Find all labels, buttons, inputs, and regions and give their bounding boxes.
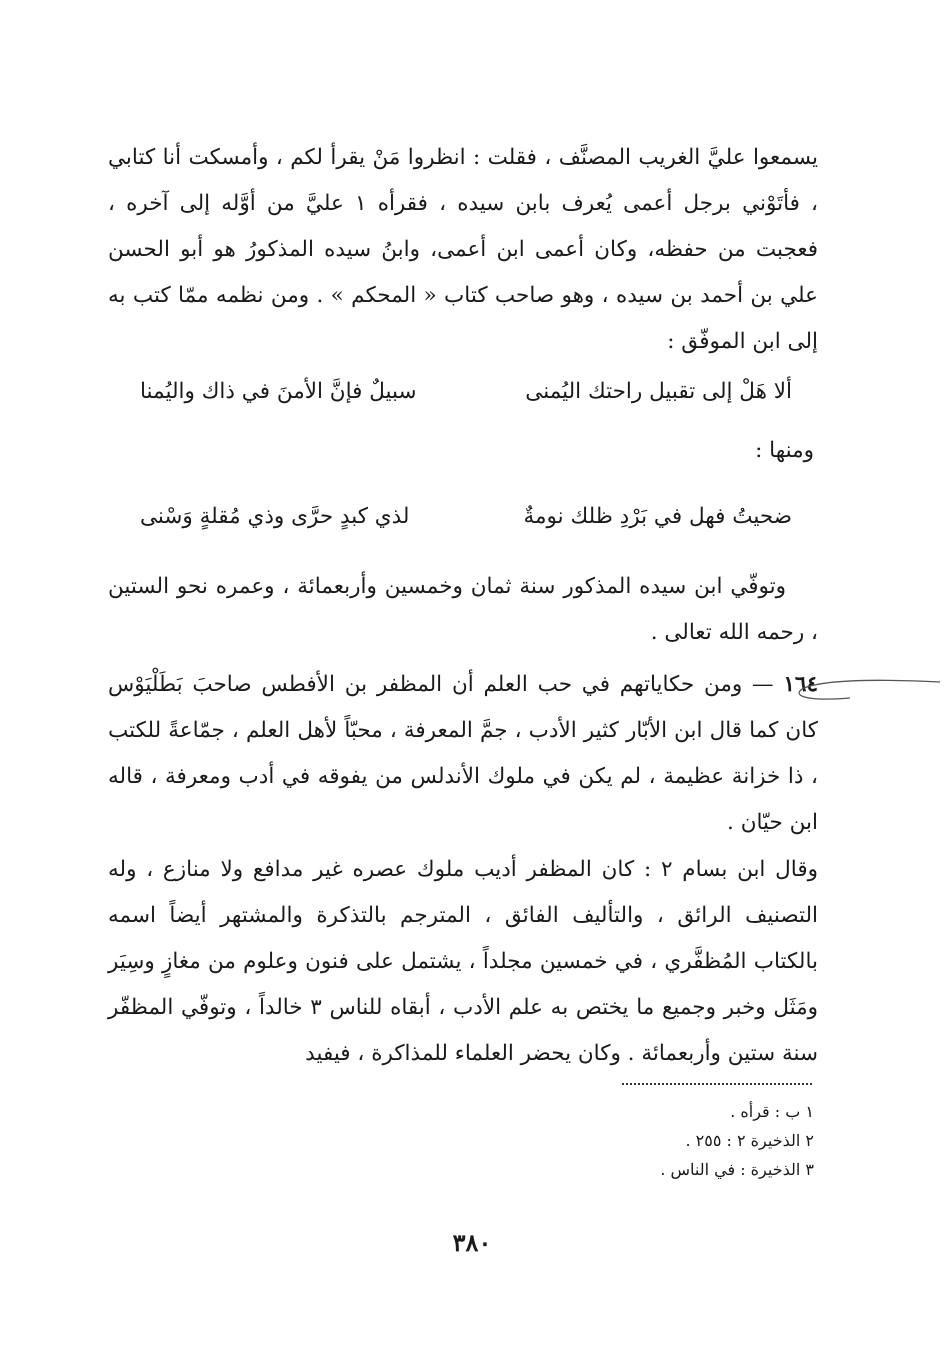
verse-2-second-hemistich: لذي كبدٍ حرَّى وذي مُقلةٍ وَسْنى bbox=[140, 504, 410, 529]
verse-line-1 bbox=[140, 372, 792, 412]
ibn-bassam-paragraph bbox=[108, 847, 818, 1077]
margin-pencil-mark bbox=[790, 668, 944, 708]
closing-paragraph-text: وتوفّي ابن سيده المذكور سنة ثمان وخمسين وأربعمائة ، وعمره نحو الستين ، رحمه الله تعالى . bbox=[108, 574, 818, 645]
verse-intro: ومنها : bbox=[755, 438, 814, 463]
opening-paragraph-text: يسمعوا عليَّ الغريب المصنَّف ، فقلت : انظروا مَنْ يقرأ لكم ، وأمسكت أنا كتابي ، فأتَوْني برجل أعمى يُعرف بابن سيده ، فقرأه ١ عليَّ من أوَّله إلى آخره ، فعجبت من حفظه، وكان أعمى ابن أعمى، وابنُ سيده المذكورُ هو أبو الحسن علي بن أحمد بن سيده ، وهو صاحب كتاب « المحكم » . ومن نظمه ممّا كتب به إلى ابن الموفّق : bbox=[108, 145, 819, 354]
footnote-2: ٢ الذخيرة ٢ : ٢٥٥ . bbox=[685, 1131, 814, 1150]
verse-2-first-hemistich: ضحيتُ فهل في بَرْدِ ظلك نومةٌ bbox=[523, 504, 792, 529]
section-164 bbox=[108, 662, 818, 846]
ibn-bassam-paragraph-text: وقال ابن بسام ٢ : كان المظفر أديب ملوك عصره غير مدافع ولا منازع ، وله التصنيف الرائق ، والتأليف الفائق ، المترجم بالتذكرة والمشتهر أيضاً اسمه بالكتاب المُظفَّري ، في خمسين مجلداً ، يشتمل على فنون وعلوم من مغازٍ وسِيَر ومَثَل وخبر وجميع ما يختص به علم الأدب ، أبقاه للناس ٣ خالداً ، وتوفّي المظفّر سنة ستين وأربعمائة . وكان يحضر العلماء للمذاكرة ، فيفيد bbox=[108, 857, 818, 1066]
closing-paragraph bbox=[108, 564, 818, 656]
verse-1-second-hemistich: سبيلٌ فإنَّ الأمنَ في ذاك واليُمنا bbox=[140, 379, 417, 404]
verse-line-2 bbox=[140, 497, 792, 537]
footnote-3: ٣ الذخيرة : في الناس . bbox=[660, 1160, 814, 1179]
page-number: ٣٨٠ bbox=[452, 1228, 492, 1257]
footnote-divider bbox=[622, 1083, 812, 1085]
footnote-1: ١ ب : قرأه . bbox=[730, 1102, 814, 1121]
verse-1-first-hemistich: ألا هَلْ إلى تقبيل راحتك اليُمنى bbox=[525, 379, 792, 404]
footnotes bbox=[660, 1097, 814, 1184]
opening-paragraph bbox=[108, 135, 818, 365]
section-164-text: — ومن حكاياتهم في حب العلم أن المظفر بن الأفطس صاحبَ بَطَلْيَوْس كان كما قال ابن الأبّار كثير الأدب ، جمَّ المعرفة ، محبّاً لأهل العلم ، جمّاعةً للكتب ، ذا خزانة عظيمة ، لم يكن في ملوك الأندلس من يفوقه في أدب ومعرفة ، قاله ابن حيّان . bbox=[108, 672, 818, 835]
section-164-paragraph bbox=[108, 662, 818, 846]
section-number: ١٦٤ bbox=[783, 672, 819, 697]
